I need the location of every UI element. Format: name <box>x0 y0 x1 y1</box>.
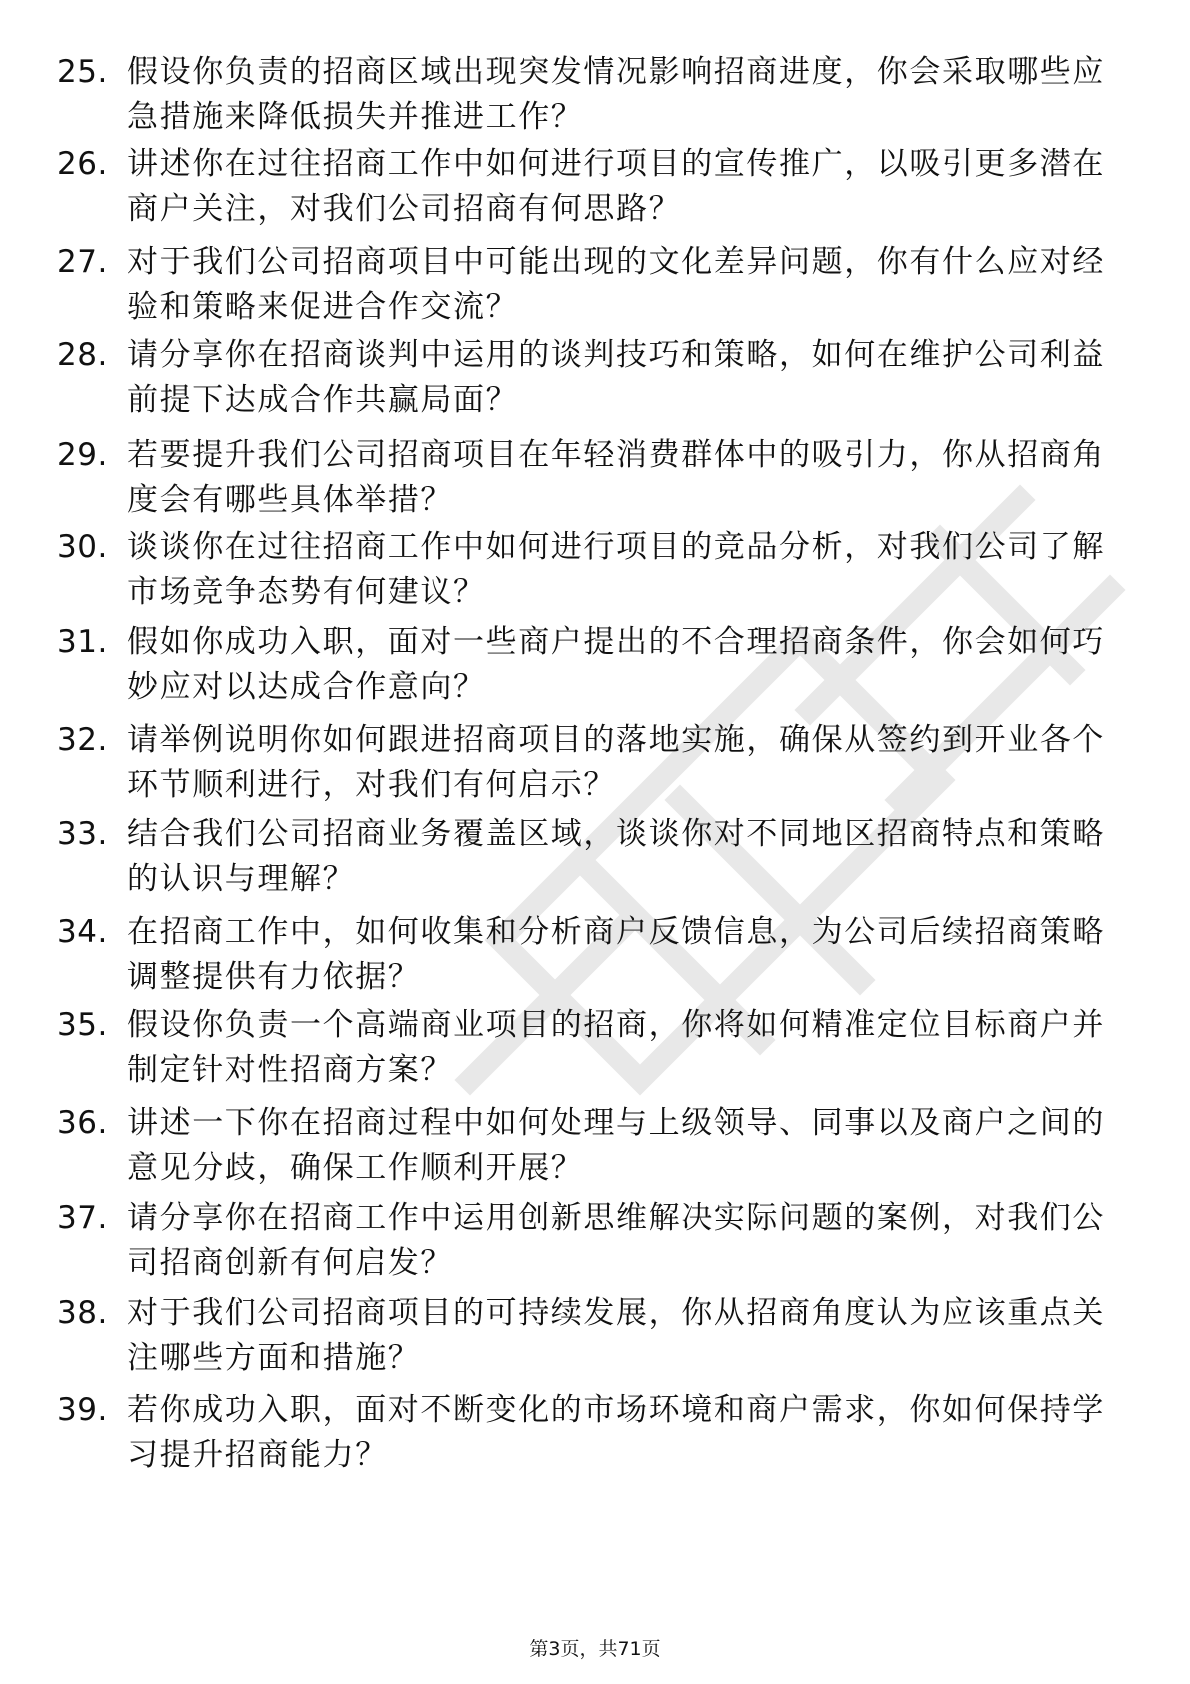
question-number: 34. <box>57 914 108 950</box>
question-item <box>57 525 1137 615</box>
question-item <box>57 620 1137 710</box>
question-text: 若要提升我们公司招商项目在年轻消费群体中的吸引力，你从招商角度会有哪些具体举措？ <box>127 437 1105 518</box>
question-text: 结合我们公司招商业务覆盖区域，谈谈你对不同地区招商特点和策略的认识与理解？ <box>127 816 1105 897</box>
question-text: 若你成功入职，面对不断变化的市场环境和商户需求，你如何保持学习提升招商能力？ <box>127 1392 1105 1473</box>
question-item <box>57 240 1137 330</box>
question-number: 37. <box>57 1200 108 1236</box>
question-number: 39. <box>57 1392 108 1428</box>
question-item <box>57 1291 1137 1381</box>
question-text: 在招商工作中，如何收集和分析商户反馈信息，为公司后续招商策略调整提供有力依据？ <box>127 914 1105 995</box>
question-item <box>57 812 1137 902</box>
question-item <box>57 50 1137 140</box>
question-text: 假如你成功入职，面对一些商户提出的不合理招商条件，你会如何巧妙应对以达成合作意向？ <box>127 624 1105 705</box>
question-item <box>57 1003 1137 1093</box>
question-text: 请分享你在招商工作中运用创新思维解决实际问题的案例，对我们公司招商创新有何启发？ <box>127 1200 1105 1281</box>
question-text: 谈谈你在过往招商工作中如何进行项目的竞品分析，对我们公司了解市场竞争态势有何建议？ <box>127 529 1105 610</box>
question-item <box>57 433 1137 523</box>
question-text: 对于我们公司招商项目中可能出现的文化差异问题，你有什么应对经验和策略来促进合作交流？ <box>127 244 1105 325</box>
page-footer: 第3页，共71页 <box>529 1638 661 1660</box>
question-number: 30. <box>57 529 108 565</box>
question-number: 33. <box>57 816 108 852</box>
question-item <box>57 1196 1137 1286</box>
question-text: 讲述一下你在招商过程中如何处理与上级领导、同事以及商户之间的意见分歧，确保工作顺利开展？ <box>127 1105 1105 1186</box>
question-number: 29. <box>57 437 108 473</box>
question-number: 27. <box>57 244 108 280</box>
question-item <box>57 333 1137 423</box>
question-text: 请举例说明你如何跟进招商项目的落地实施，确保从签约到开业各个环节顺利进行，对我们有何启示？ <box>127 722 1105 803</box>
question-number: 25. <box>57 54 108 90</box>
question-number: 32. <box>57 722 108 758</box>
question-text: 假设你负责一个高端商业项目的招商，你将如何精准定位目标商户并制定针对性招商方案？ <box>127 1007 1105 1088</box>
question-text: 假设你负责的招商区域出现突发情况影响招商进度，你会采取哪些应急措施来降低损失并推进工作？ <box>127 54 1105 135</box>
question-number: 36. <box>57 1105 108 1141</box>
question-number: 35. <box>57 1007 108 1043</box>
question-number: 28. <box>57 337 108 373</box>
question-item <box>57 910 1137 1000</box>
question-item <box>57 1101 1137 1191</box>
question-item <box>57 1388 1137 1478</box>
question-text: 对于我们公司招商项目的可持续发展，你从招商角度认为应该重点关注哪些方面和措施？ <box>127 1295 1105 1376</box>
question-item <box>57 718 1137 808</box>
question-number: 38. <box>57 1295 108 1331</box>
question-text: 讲述你在过往招商工作中如何进行项目的宣传推广，以吸引更多潜在商户关注，对我们公司招商有何思路？ <box>127 146 1105 227</box>
question-number: 26. <box>57 146 108 182</box>
question-item <box>57 142 1137 232</box>
question-number: 31. <box>57 624 108 660</box>
question-text: 请分享你在招商谈判中运用的谈判技巧和策略，如何在维护公司利益前提下达成合作共赢局面？ <box>127 337 1105 418</box>
